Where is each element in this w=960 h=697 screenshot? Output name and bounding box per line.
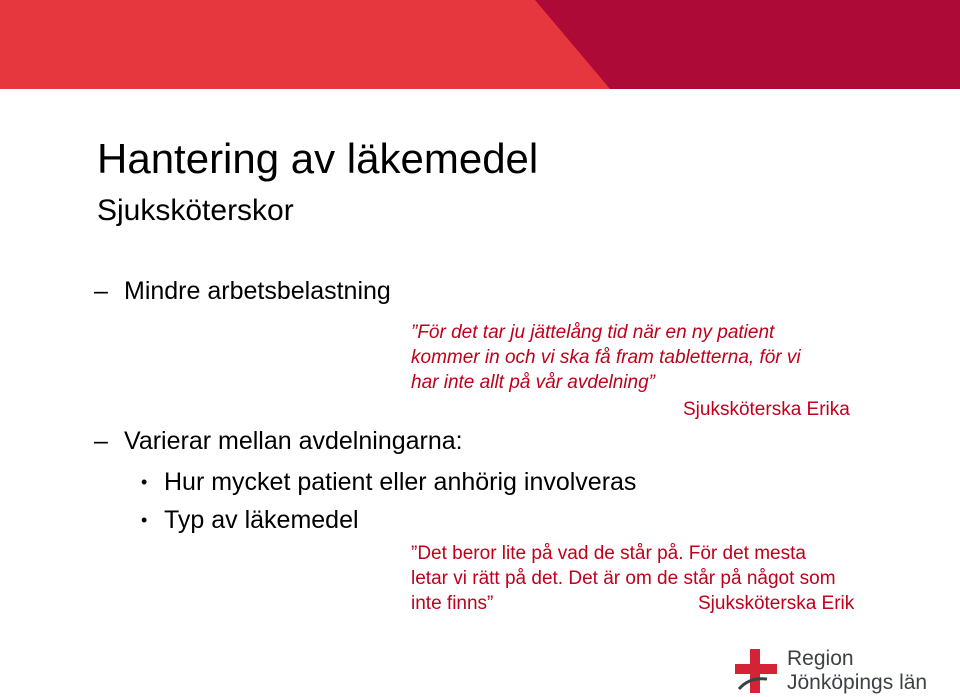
dash-marker: – xyxy=(94,277,108,305)
logo-text-line1: Region xyxy=(787,647,854,670)
subpoint-item xyxy=(141,505,359,535)
quote-attribution: Sjuksköterska Erika xyxy=(683,399,850,420)
slide-subtitle: Sjuksköterskor xyxy=(97,194,294,227)
slide-title: Hantering av läkemedel xyxy=(97,135,539,182)
quote-block xyxy=(411,541,891,616)
quote-line: kommer in och vi ska få fram tabletterna, för vi xyxy=(411,347,801,368)
quote-block xyxy=(411,320,851,420)
point-text: Varierar mellan avdelningarna: xyxy=(124,427,463,455)
subpoint-item xyxy=(141,467,636,497)
quote-attribution: Sjuksköterska Erik xyxy=(698,593,855,614)
logo-cross-horizontal xyxy=(735,664,777,674)
quote-line: ”För det tar ju jättelång tid när en ny patient xyxy=(411,322,775,343)
point-text: Mindre arbetsbelastning xyxy=(124,277,391,305)
logo-text-line2: Jönköpings län xyxy=(787,671,928,694)
quote-line: letar vi rätt på det. Det är om de står på något som xyxy=(411,568,836,589)
bullet-marker: • xyxy=(141,472,148,492)
quote-line: ”Det beror lite på vad de står på. För det mesta xyxy=(411,543,806,564)
point-item xyxy=(94,276,391,306)
point-item xyxy=(94,426,463,456)
region-cross-logo-icon xyxy=(733,649,779,693)
quote-line: inte finns” xyxy=(411,593,494,614)
quote-line: har inte allt på vår avdelning” xyxy=(411,372,655,393)
subpoint-text: Typ av läkemedel xyxy=(164,506,359,534)
subpoint-text: Hur mycket patient eller anhörig involveras xyxy=(164,468,637,496)
region-logo xyxy=(733,647,933,695)
header-banner xyxy=(0,0,960,89)
dash-marker: – xyxy=(94,427,108,455)
bullet-marker: • xyxy=(141,510,148,530)
banner-graphic xyxy=(0,0,960,89)
